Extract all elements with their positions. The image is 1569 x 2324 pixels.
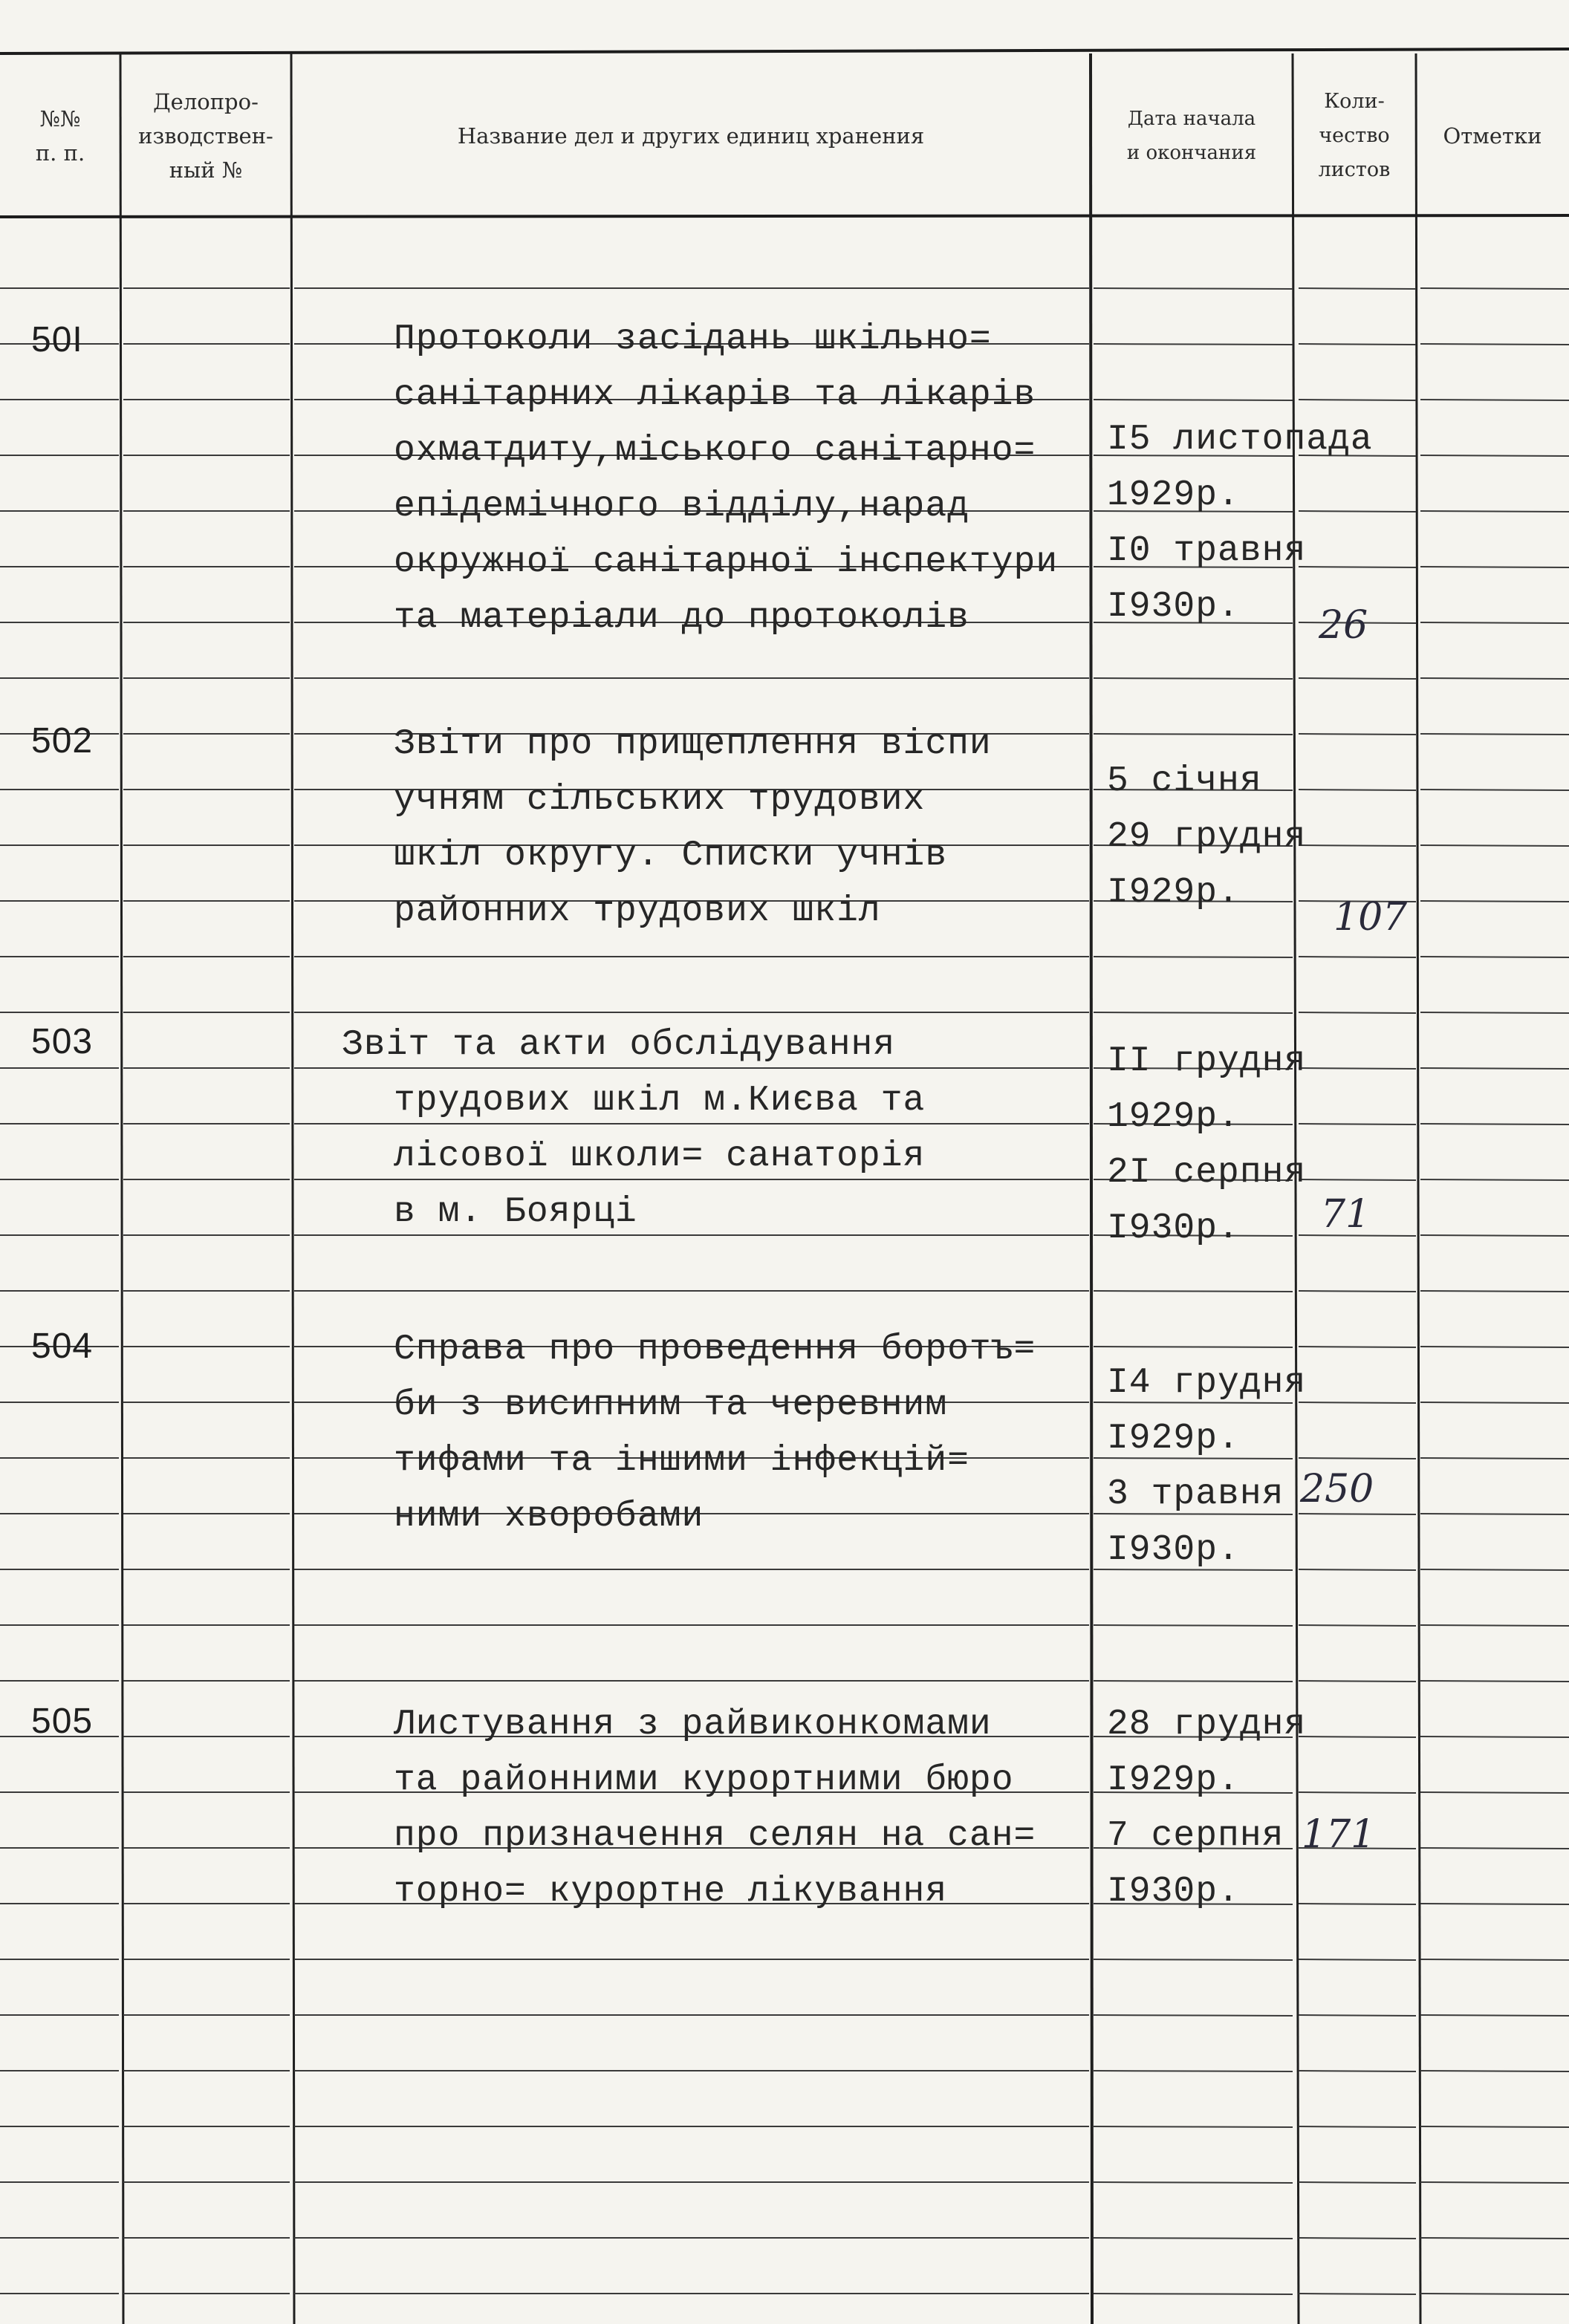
date-line: I0 травня — [1107, 531, 1307, 571]
row-rule — [1299, 1681, 1416, 1682]
title-line: санітарних лікарів та лікарів — [394, 375, 1036, 415]
row-rule — [1094, 1291, 1293, 1292]
title-line: трудових шкіл м.Києва та — [394, 1081, 926, 1121]
row-rule — [1299, 2238, 1416, 2239]
row-rule — [1094, 2182, 1293, 2183]
record-row — [0, 717, 1569, 940]
row-rule — [1420, 1625, 1569, 1626]
record-number: 505 — [31, 1702, 94, 1741]
record-dates — [1107, 754, 1330, 921]
title-line: Звіти про прищеплення віспи — [394, 724, 992, 764]
title-line: Листування з райвиконкомами — [394, 1705, 992, 1745]
row-rule — [1299, 1291, 1416, 1292]
title-line: би з висипним та черевним — [394, 1385, 948, 1425]
record-title — [394, 717, 1092, 940]
row-rule — [1299, 1625, 1416, 1626]
date-line: 28 грудня — [1107, 1705, 1307, 1745]
header-title: Название дел и других единиц хранения — [457, 123, 925, 149]
record-row — [0, 1697, 1569, 1920]
row-rule — [1094, 2015, 1293, 2016]
title-line: епідемічного відділу,нарад — [394, 486, 969, 527]
date-line: I5 листопада — [1107, 420, 1373, 460]
date-line: I930р. — [1107, 1872, 1240, 1912]
date-line: I4 грудня — [1107, 1363, 1307, 1403]
title-line: шкіл округу. Списки учнів — [394, 836, 948, 876]
row-rule — [1420, 2238, 1569, 2239]
title-line: ними хворобами — [394, 1497, 704, 1537]
row-rule — [1299, 1959, 1416, 1960]
row-rule — [1420, 622, 1569, 623]
record-row — [0, 312, 1569, 648]
row-rule — [1299, 2126, 1416, 2127]
date-line: 5 січня — [1107, 761, 1262, 801]
row-rule — [1094, 2238, 1293, 2239]
row-rule — [1094, 1012, 1293, 1013]
header-sheets: Коли- чество листов — [1318, 90, 1391, 181]
row-rule — [1420, 1012, 1569, 1013]
record-sheets: 107 — [1334, 895, 1408, 940]
date-line: 1929р. — [1107, 1097, 1240, 1137]
date-line: I929р. — [1107, 1760, 1240, 1800]
row-rule — [1094, 1681, 1293, 1682]
title-line: та матеріали до протоколів — [394, 598, 969, 638]
title-line: районних трудових шкіл — [394, 891, 881, 931]
title-line: лісової школи= санаторія — [394, 1136, 926, 1176]
row-rule — [1094, 2126, 1293, 2127]
record-dates — [1107, 1034, 1330, 1257]
record-number: 503 — [31, 1022, 94, 1061]
date-line: 3 травня — [1107, 1474, 1284, 1514]
date-line: 2I серпня — [1107, 1153, 1307, 1193]
title-line: тифами та іншими інфекцій= — [394, 1441, 969, 1481]
row-rule — [1420, 2182, 1569, 2183]
record-row — [0, 1322, 1569, 1570]
row-rule — [1299, 1012, 1416, 1013]
record-sheets: 71 — [1321, 1192, 1371, 1237]
title-line: окружної санітарної інспектури — [394, 542, 1059, 582]
record-number: 50I — [31, 320, 83, 359]
date-line: 1929р. — [1107, 475, 1240, 515]
record-dates — [1107, 1355, 1330, 1578]
top-rule — [0, 49, 1569, 53]
record-title — [394, 312, 1092, 646]
date-line: I930р. — [1107, 1530, 1240, 1570]
row-rule — [1094, 288, 1293, 289]
record-dates — [1107, 1697, 1330, 1920]
row-rule — [1299, 288, 1416, 289]
record-number: 504 — [31, 1327, 94, 1366]
row-rule — [1420, 1959, 1569, 1960]
title-line: Справа про проведення боротъ= — [394, 1329, 1036, 1370]
title-line: та районними курортними бюро — [394, 1760, 1014, 1800]
record-number: 502 — [31, 721, 94, 761]
row-rule — [1420, 288, 1569, 289]
record-title — [394, 1322, 1092, 1545]
row-rule — [1094, 1625, 1293, 1626]
row-rule — [1420, 1291, 1569, 1292]
row-rule — [1420, 1569, 1569, 1570]
record-sheets: 26 — [1319, 603, 1368, 648]
date-line: I930р. — [1107, 587, 1240, 627]
title-line: учням сільських трудових — [394, 780, 926, 820]
date-line: 7 серпня — [1107, 1816, 1284, 1856]
row-rule — [1420, 678, 1569, 679]
date-line: 29 грудня — [1107, 817, 1307, 857]
title-line: торно= курортне лікування — [394, 1872, 948, 1912]
title-line: Звіт та акти обслідування — [342, 1025, 896, 1065]
row-rule — [1299, 2015, 1416, 2016]
title-line: охматдиту,міського санітарно= — [394, 431, 1036, 471]
row-rule — [1420, 1681, 1569, 1682]
record-title — [342, 1018, 1040, 1240]
title-line: про призначення селян на сан= — [394, 1816, 1036, 1856]
row-rule — [1420, 2015, 1569, 2016]
date-line: I930р. — [1107, 1208, 1240, 1249]
row-rule — [1420, 2126, 1569, 2127]
header-number: №№ п. п. — [35, 106, 85, 166]
title-line: Протоколи засідань шкільно= — [394, 319, 992, 359]
row-rule — [1094, 1959, 1293, 1960]
row-rule — [1299, 2182, 1416, 2183]
header-notes: Отметки — [1443, 123, 1542, 149]
date-line: II грудня — [1107, 1041, 1307, 1081]
record-sheets: 250 — [1300, 1467, 1374, 1511]
date-line: I929р. — [1107, 873, 1240, 913]
row-rule — [1299, 678, 1416, 679]
date-line: I929р. — [1107, 1419, 1240, 1459]
header-office-number: Делопро- изводствен- ный № — [138, 89, 273, 183]
header-dates: Дата начала и окончания — [1126, 108, 1257, 164]
record-row — [0, 1018, 1569, 1249]
row-rule — [1094, 678, 1293, 679]
record-title — [394, 1697, 1092, 1920]
record-sheets: 171 — [1302, 1812, 1376, 1857]
header-rule — [0, 215, 1569, 217]
title-line: в м. Боярці — [394, 1192, 637, 1232]
